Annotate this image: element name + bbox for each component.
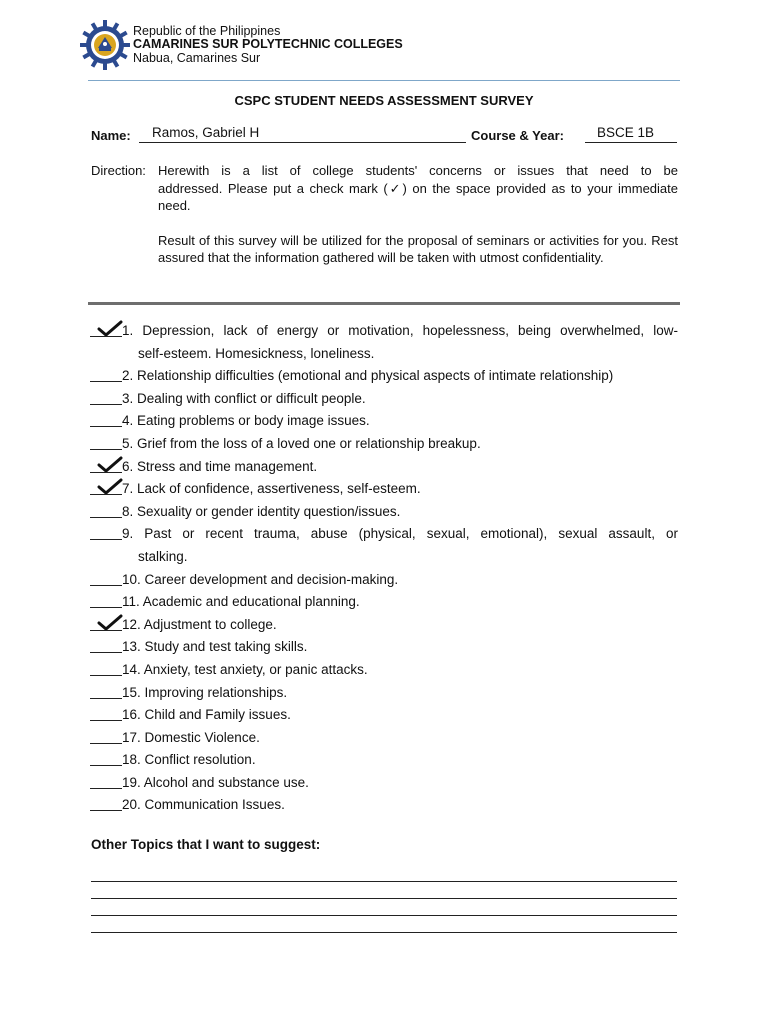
direction-confidentiality: Result of this survey will be utilized for the proposal of seminars or activities for you. Rest assured that the information gathered will be taken with utmost confidentiality.	[158, 232, 678, 265]
check-blank[interactable]	[90, 365, 122, 388]
checklist-item-text: 7. Lack of confidence, assertiveness, self-esteem.	[122, 481, 421, 497]
check-blank[interactable]	[90, 478, 122, 501]
checklist-item-text: 12. Adjustment to college.	[122, 616, 277, 632]
checklist-item	[90, 772, 678, 795]
checklist-item-text: 9. Past or recent trauma, abuse (physical, sexual, emotional), sexual assault, or	[122, 526, 678, 542]
checklist-item-text: 10. Career development and decision-making.	[122, 571, 399, 587]
checklist-item-text: 13. Study and test taking skills.	[122, 639, 308, 655]
check-blank[interactable]	[90, 501, 122, 524]
check-blank[interactable]	[90, 704, 122, 727]
checklist-item	[90, 704, 678, 727]
checklist-item	[90, 682, 678, 705]
check-blank[interactable]	[90, 682, 122, 705]
checklist-item	[90, 410, 678, 433]
suggestion-line[interactable]	[91, 882, 677, 899]
other-topics-label: Other Topics that I want to suggest:	[91, 837, 321, 852]
check-blank[interactable]	[90, 772, 122, 795]
check-blank[interactable]	[90, 523, 122, 546]
header-rule	[88, 80, 680, 81]
checklist-item-continuation: self-esteem. Homesickness, loneliness.	[138, 345, 375, 361]
direction-text: addressed. Please put a check mark (✓) on the space provided as to your immediate need.	[158, 180, 678, 213]
header-location: Nabua, Camarines Sur	[133, 51, 261, 65]
checklist-item-text: 19. Alcohol and substance use.	[122, 774, 309, 790]
checklist-item-text: 20. Communication Issues.	[122, 797, 285, 813]
checklist-item	[90, 478, 678, 501]
section-separator	[88, 302, 680, 305]
checklist-item-text: 8. Sexuality or gender identity question/issues.	[122, 503, 401, 519]
suggestion-line[interactable]	[91, 899, 677, 916]
name-field[interactable]: Ramos, Gabriel H	[152, 125, 260, 140]
concerns-checklist	[90, 320, 678, 817]
checklist-item	[90, 501, 678, 524]
check-mark-icon	[94, 456, 124, 472]
checklist-item	[90, 749, 678, 772]
course-line	[585, 142, 677, 143]
header-republic: Republic of the Philippines	[133, 24, 281, 38]
check-blank[interactable]	[90, 456, 122, 479]
check-blank[interactable]	[90, 727, 122, 750]
survey-title: CSPC STUDENT NEEDS ASSESSMENT SURVEY	[234, 93, 534, 108]
suggestion-line[interactable]	[91, 916, 677, 933]
name-course-row	[91, 124, 681, 146]
direction-first-line: Herewith is a list of college students' concerns or issues that need to be	[158, 163, 678, 178]
suggestion-line[interactable]	[91, 865, 677, 882]
checklist-item-text: 14. Anxiety, test anxiety, or panic attacks.	[122, 661, 368, 677]
course-label: Course & Year:	[471, 128, 564, 143]
header-college-name: CAMARINES SUR POLYTECHNIC COLLEGES	[133, 37, 403, 51]
checklist-item	[90, 659, 678, 682]
checklist-item-text: 11. Academic and educational planning.	[122, 594, 360, 610]
direction-label: Direction:	[91, 163, 146, 178]
check-blank[interactable]	[90, 569, 122, 592]
check-blank[interactable]	[90, 410, 122, 433]
checklist-item	[90, 388, 678, 411]
other-topics-lines[interactable]	[91, 865, 677, 933]
direction-block	[91, 162, 678, 267]
check-mark-icon	[94, 614, 124, 630]
checklist-item-text: 16. Child and Family issues.	[122, 707, 291, 723]
checklist-item-text: 5. Grief from the loss of a loved one or relationship breakup.	[122, 435, 481, 451]
checklist-item-text: 4. Eating problems or body image issues.	[122, 413, 370, 429]
course-field[interactable]: BSCE 1B	[597, 125, 655, 140]
checklist-item-text: 15. Improving relationships.	[122, 684, 288, 700]
checklist-item	[90, 591, 678, 614]
checklist-item-text: 1. Depression, lack of energy or motivation, hopelessness, being overwhelmed, low-	[122, 323, 678, 338]
college-seal-icon	[80, 20, 130, 70]
checklist-item	[90, 365, 678, 388]
checklist-item-text: 17. Domestic Violence.	[122, 729, 260, 745]
checklist-item-continuation: stalking.	[138, 548, 188, 564]
checklist-item-text: 2. Relationship difficulties (emotional and physical aspects of intimate relationship)	[122, 368, 614, 384]
check-blank[interactable]	[90, 614, 122, 637]
checklist-item-text: 18. Conflict resolution.	[122, 752, 256, 768]
checklist-item	[90, 614, 678, 637]
check-blank[interactable]	[90, 433, 122, 456]
checklist-item	[90, 433, 678, 456]
check-mark-icon	[94, 320, 124, 336]
name-line	[139, 142, 466, 143]
checklist-item-text: 6. Stress and time management.	[122, 458, 318, 474]
check-mark-icon	[94, 478, 124, 494]
checklist-item	[90, 569, 678, 592]
checklist-item-text: 3. Dealing with conflict or difficult people.	[122, 390, 366, 406]
checklist-item	[90, 794, 678, 817]
check-blank[interactable]	[90, 320, 122, 343]
check-blank[interactable]	[90, 794, 122, 817]
checklist-item	[90, 727, 678, 750]
name-label: Name:	[91, 128, 131, 143]
checklist-item	[90, 456, 678, 479]
checklist-item	[90, 320, 678, 343]
check-blank[interactable]	[90, 636, 122, 659]
checklist-item	[90, 636, 678, 659]
check-blank[interactable]	[90, 749, 122, 772]
check-blank[interactable]	[90, 388, 122, 411]
check-blank[interactable]	[90, 659, 122, 682]
checklist-item	[90, 523, 678, 546]
check-blank[interactable]	[90, 591, 122, 614]
